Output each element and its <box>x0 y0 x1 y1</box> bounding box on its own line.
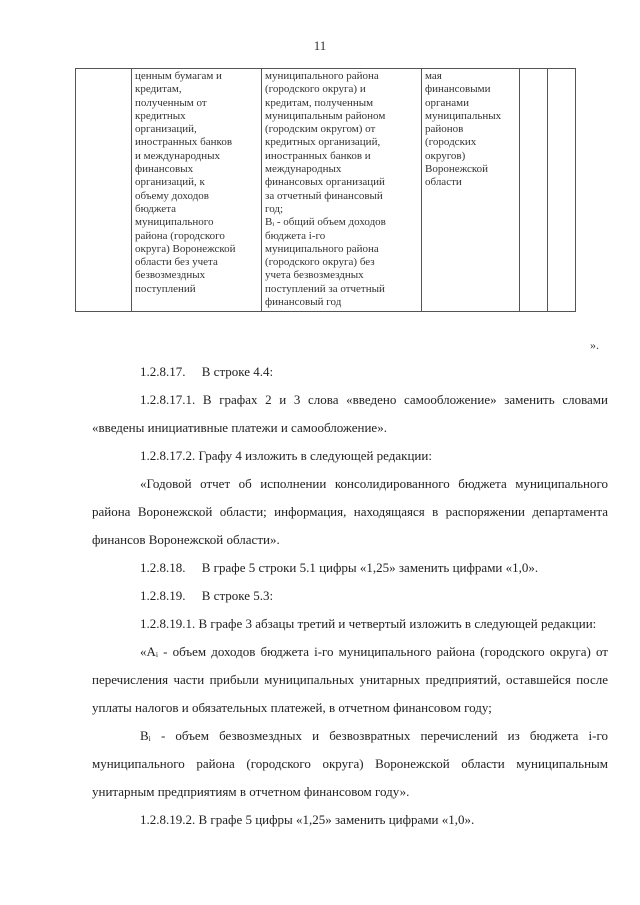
table-closing-quote: ». <box>590 338 599 352</box>
table-cell-index <box>76 69 132 312</box>
page-number: 11 <box>313 38 327 53</box>
paragraph: 1.2.8.17.1. В графах 2 и 3 слова «введено самообложение» заменить словами «введены инициативные платежи и самообложение». <box>92 392 608 435</box>
paragraph: «Aᵢ - объем доходов бюджета i-го муниципального района (городского округа) от перечисления части прибыли муниципальных унитарных предприятий, оставшейся после уплаты налогов и обязательных платежей, в отчетном финансовом году; <box>92 644 608 715</box>
paragraph: 1.2.8.17.2. Графу 4 изложить в следующей редакции: <box>140 448 432 463</box>
table-cell-col6 <box>548 69 576 312</box>
continued-table <box>75 68 576 312</box>
paragraph: 1.2.8.17. В строке 4.4: <box>140 364 274 379</box>
table-cell-col5 <box>520 69 548 312</box>
paragraph: 1.2.8.19. В строке 5.3: <box>140 588 274 603</box>
table-cell-formula: муниципального района (городского округа) и кредитам, полученным муниципальным районом (городским округом) от кредитных организаций, иностранных банков и международных финансовых организаций за отчетный финансовый год; Bᵢ - общий объем доходов бюджета i-го муниципального района (городского округа) без учета безвозмездных поступлений за отчетный финансовый год <box>262 69 422 312</box>
table-cell-indicator: ценным бумагам и кредитам, полученным от кредитных организаций, иностранных банков и международных финансовых организаций, к объему доходов бюджета муниципального района (городского округа) Воронежской области без учета безвозмездных поступлений <box>132 69 262 312</box>
table-row <box>76 69 576 312</box>
paragraph: 1.2.8.19.1. В графе 3 абзацы третий и четвертый изложить в следующей редакции: <box>140 616 597 631</box>
paragraph: 1.2.8.18. В графе 5 строки 5.1 цифры «1,25» заменить цифрами «1,0». <box>140 560 539 575</box>
paragraph: «Годовой отчет об исполнении консолидированного бюджета муниципального района Воронежской области; информация, находящаяся в распоряжении департамента финансов Воронежской области». <box>92 476 608 547</box>
document-body <box>92 358 608 834</box>
paragraph: 1.2.8.19.2. В графе 5 цифры «1,25» заменить цифрами «1,0». <box>140 812 475 827</box>
paragraph: Bᵢ - объем безвозмездных и безвозвратных перечислений из бюджета i-го муниципального района (городского округа) Воронежской области муниципальным унитарным предприятиям в отчетном финансовом году». <box>92 728 608 799</box>
table-cell-source: мая финансовыми органами муниципальных районов (городских округов) Воронежской области <box>422 69 520 312</box>
